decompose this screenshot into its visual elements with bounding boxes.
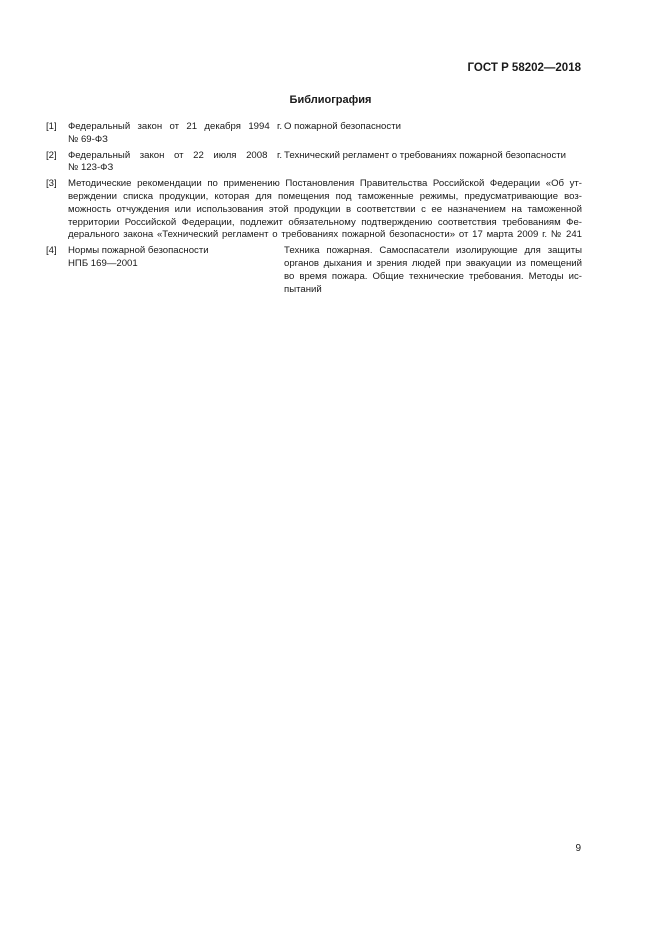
entry-document-line: № 69-ФЗ xyxy=(68,133,108,145)
page-number: 9 xyxy=(575,843,581,854)
entry-text-line: верждении списка продукции, которая для помещения под таможенные режимы, предусматривающие воз- xyxy=(68,190,582,202)
bibliography-entry-4 xyxy=(46,245,582,295)
entry-number: [1] xyxy=(46,121,57,132)
entry-text-line: дерального закона «Технический регламент о требованиях пожарной безопасности» от 17 марта 2009 г. № 241 xyxy=(68,229,582,241)
entry-document xyxy=(68,150,282,176)
entry-text-line: территории Российской Федерации, подлежит обязательному подтверждению соответствия требованиям Фе- xyxy=(68,216,582,228)
entry-text-line: можность отчуждения или использования этой продукции в соответствии с ее назначением на таможенной xyxy=(68,203,582,215)
entry-text-line: Методические рекомендации по применению Постановления Правительства Российской Федерации «Об ут- xyxy=(68,178,582,190)
entry-number: [3] xyxy=(46,178,57,190)
bibliography-entry-3 xyxy=(46,178,582,242)
entry-document-line: НПБ 169—2001 xyxy=(68,257,138,269)
bibliography-list xyxy=(46,121,582,295)
entry-subject-line: Техника пожарная. Самоспасатели изолирующие для защиты xyxy=(284,245,582,257)
entry-document-line: Федеральный закон от 22 июля 2008 г. xyxy=(68,149,282,161)
entry-number: [2] xyxy=(46,149,57,161)
standard-designation: ГОСТ Р 58202—2018 xyxy=(467,62,581,74)
entry-document-line: Федеральный закон от 21 декабря 1994 г. xyxy=(68,121,282,132)
entry-number: [4] xyxy=(46,245,57,257)
bibliography-entry-1 xyxy=(46,121,582,147)
entry-full-text xyxy=(68,178,582,242)
entry-subject-line: органов дыхания и зрения людей при эвакуации из помещений xyxy=(284,257,582,269)
entry-subject xyxy=(284,121,582,134)
entry-subject-line: О пожарной безопасности xyxy=(284,121,401,132)
entry-subject xyxy=(284,150,582,163)
entry-document xyxy=(68,245,282,271)
page-title: Библиография xyxy=(289,94,372,106)
entry-subject-line: Технический регламент о требованиях пожарной безопасности xyxy=(284,149,567,161)
bibliography-entry-2 xyxy=(46,150,582,176)
entry-subject-line: пытаний xyxy=(284,283,322,295)
entry-subject xyxy=(284,245,582,296)
entry-subject-line: во время пожара. Общие технические требования. Методы ис- xyxy=(284,270,582,282)
entry-document xyxy=(68,121,282,147)
entry-document-line: Нормы пожарной безопасности xyxy=(68,245,209,257)
entry-document-line: № 123-ФЗ xyxy=(68,162,114,174)
